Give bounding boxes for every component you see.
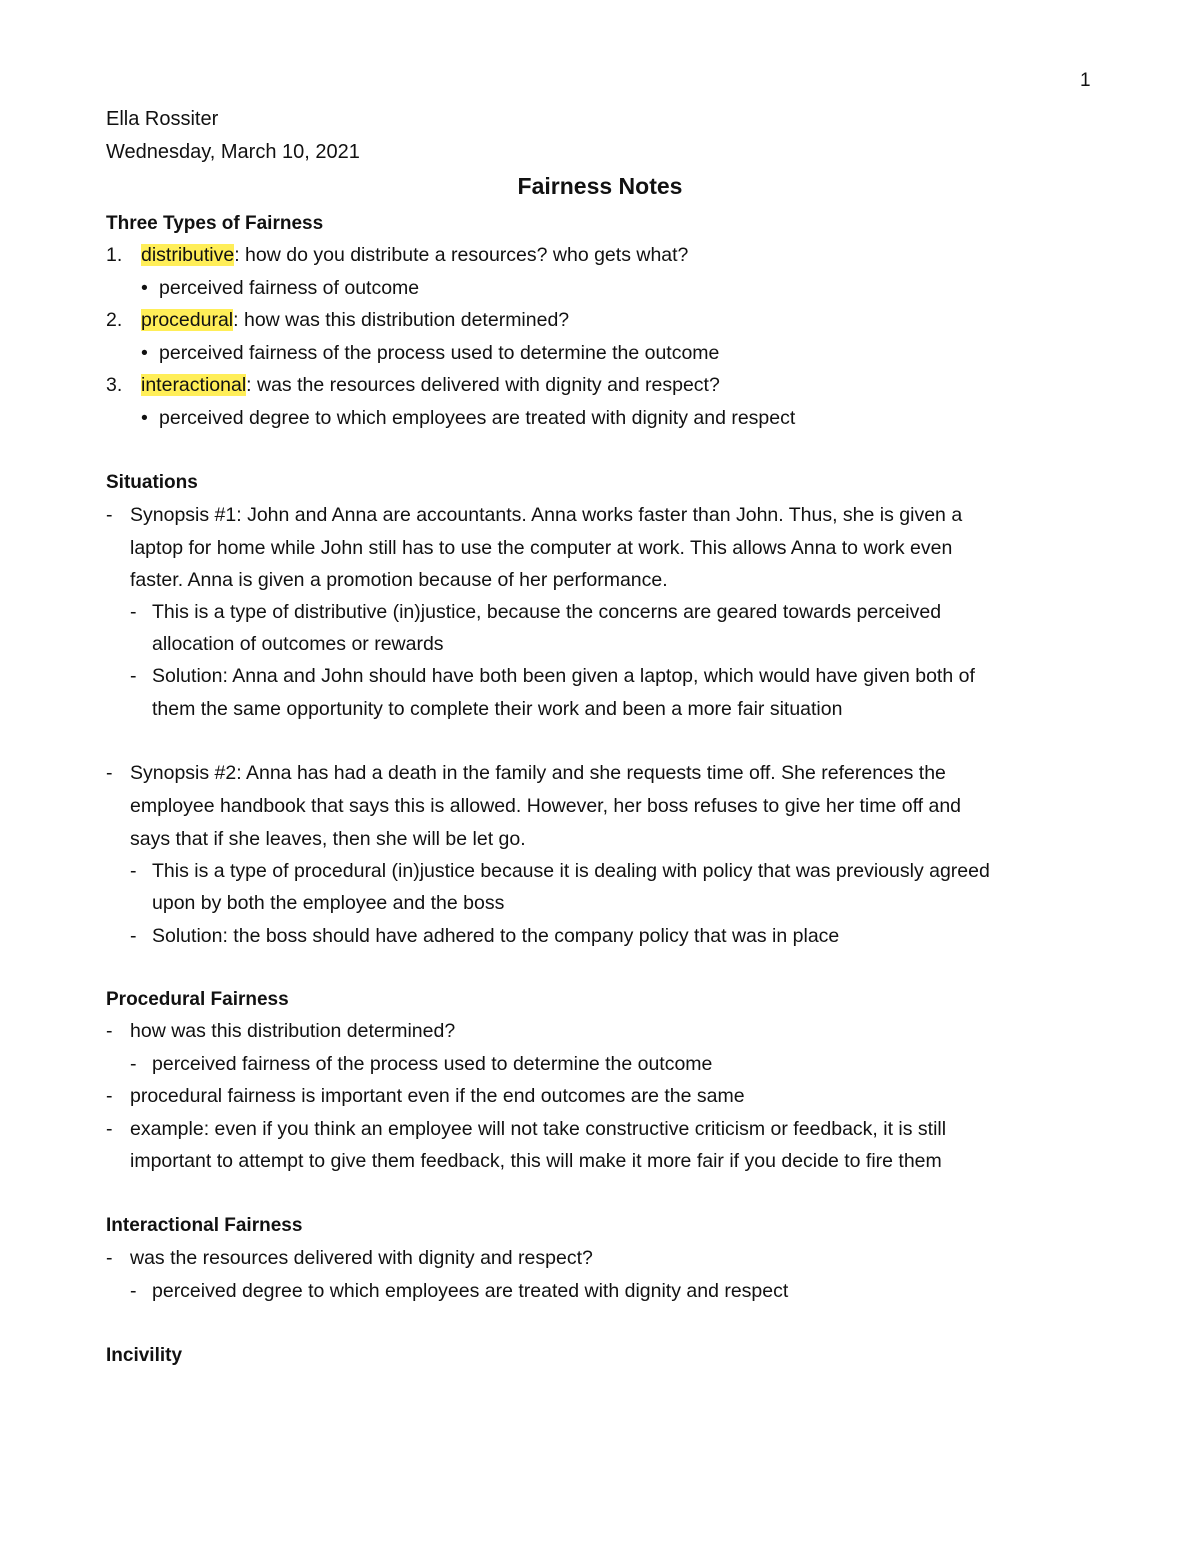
procedural-line: procedural fairness is important even if the end outcomes are the same bbox=[130, 1085, 745, 1107]
dash-icon: - bbox=[130, 1280, 137, 1302]
synopsis-1-solution: them the same opportunity to complete their work and been a more fair situation bbox=[152, 698, 843, 720]
bullet-icon: • bbox=[141, 277, 148, 299]
list-item bbox=[141, 244, 688, 267]
types-heading: Three Types of Fairness bbox=[106, 213, 324, 234]
interactional-heading: Interactional Fairness bbox=[106, 1215, 303, 1236]
dash-icon: - bbox=[106, 1247, 113, 1269]
synopsis-2-line: Synopsis #2: Anna has had a death in the family and she requests time off. She references the bbox=[130, 762, 946, 784]
synopsis-1-line: laptop for home while John still has to use the computer at work. This allows Anna to work even bbox=[130, 537, 953, 559]
list-item-text: : how was this distribution determined? bbox=[233, 309, 570, 331]
synopsis-2-line: employee handbook that says this is allowed. However, her boss refuses to give her time off and bbox=[130, 795, 962, 817]
list-item bbox=[141, 309, 569, 332]
incivility-heading: Incivility bbox=[106, 1345, 183, 1366]
highlighted-term: procedural bbox=[141, 309, 234, 331]
highlighted-term: distributive bbox=[141, 244, 235, 266]
synopsis-1-analysis: allocation of outcomes or rewards bbox=[152, 633, 444, 655]
procedural-heading: Procedural Fairness bbox=[106, 989, 289, 1010]
synopsis-1-line: Synopsis #1: John and Anna are accountants. Anna works faster than John. Thus, she is given a bbox=[130, 504, 963, 526]
dash-icon: - bbox=[130, 860, 137, 882]
dash-icon: - bbox=[106, 1118, 113, 1140]
synopsis-1-line: faster. Anna is given a promotion because of her performance. bbox=[130, 569, 668, 591]
dash-icon: - bbox=[106, 762, 113, 784]
highlighted-term: interactional bbox=[141, 374, 247, 396]
page-number: 1 bbox=[1080, 70, 1091, 91]
synopsis-2-solution: Solution: the boss should have adhered to the company policy that was in place bbox=[152, 925, 840, 947]
procedural-subline: perceived fairness of the process used to determine the outcome bbox=[152, 1053, 713, 1075]
list-item-text: : was the resources delivered with dignity and respect? bbox=[246, 374, 720, 396]
synopsis-2-analysis: This is a type of procedural (in)justice because it is dealing with policy that was previously agreed bbox=[152, 860, 990, 882]
synopsis-1-analysis: This is a type of distributive (in)justice, because the concerns are geared towards perceived bbox=[152, 601, 942, 623]
bullet-icon: • bbox=[141, 407, 148, 429]
situations-heading: Situations bbox=[106, 472, 198, 493]
dash-icon: - bbox=[106, 1085, 113, 1107]
dash-icon: - bbox=[130, 601, 137, 623]
document-date: Wednesday, March 10, 2021 bbox=[106, 141, 360, 163]
procedural-line: how was this distribution determined? bbox=[130, 1020, 456, 1042]
procedural-line: example: even if you think an employee will not take constructive criticism or feedback, it is still bbox=[130, 1118, 947, 1140]
list-item-number: 3. bbox=[106, 374, 123, 396]
interactional-line: was the resources delivered with dignity and respect? bbox=[130, 1247, 593, 1269]
dash-icon: - bbox=[106, 1020, 113, 1042]
page-title: Fairness Notes bbox=[517, 173, 683, 199]
list-item bbox=[141, 374, 720, 397]
synopsis-1-solution: Solution: Anna and John should have both been given a laptop, which would have given both of bbox=[152, 665, 975, 687]
synopsis-2-line: says that if she leaves, then she will be let go. bbox=[130, 828, 526, 850]
procedural-line: important to attempt to give them feedback, this will make it more fair if you decide to fire them bbox=[130, 1150, 942, 1172]
interactional-subline: perceived degree to which employees are treated with dignity and respect bbox=[152, 1280, 789, 1302]
list-item-text: : how do you distribute a resources? who gets what? bbox=[234, 244, 689, 266]
dash-icon: - bbox=[130, 925, 137, 947]
list-item-number: 1. bbox=[106, 244, 123, 266]
dash-icon: - bbox=[130, 665, 137, 687]
dash-icon: - bbox=[130, 1053, 137, 1075]
bullet-text: perceived fairness of outcome bbox=[159, 277, 420, 299]
bullet-icon: • bbox=[141, 342, 148, 364]
bullet-text: perceived fairness of the process used to determine the outcome bbox=[159, 342, 720, 364]
dash-icon: - bbox=[106, 504, 113, 526]
bullet-text: perceived degree to which employees are treated with dignity and respect bbox=[159, 407, 796, 429]
author-name: Ella Rossiter bbox=[106, 108, 219, 130]
list-item-number: 2. bbox=[106, 309, 123, 331]
synopsis-2-analysis: upon by both the employee and the boss bbox=[152, 892, 505, 914]
